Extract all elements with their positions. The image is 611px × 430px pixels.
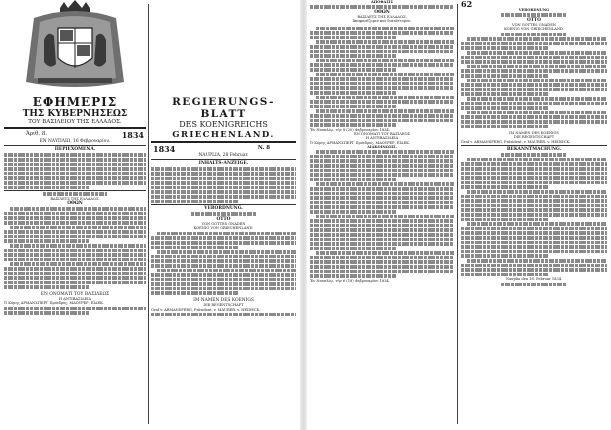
german-verordnung-right: VERORDNUNG: [518, 8, 550, 12]
greek-contents-heading: ΠΕΡΙΕΧΟΜΕΝΑ.: [54, 147, 96, 153]
greek-king-right: ΒΑΣΙΛΕΥΣ ΤΗΣ ΕΛΛΑΔΟΣ.: [357, 15, 407, 20]
german-title-regierungsblatt: REGIERUNGS-BLATT: [172, 96, 275, 120]
greek-announcement-heading: ΔΙΑΚΟΙΝΩΣΙΣ.: [367, 144, 397, 149]
greek-regency: Η ΑΝΤΙΒΑΣΙΛΕΙΑ: [58, 297, 92, 302]
german-gnaden-right: VON GOTTES GNADEN: [512, 23, 556, 28]
german-koenig-right: KOENIG VON GRIECHENLAND.: [504, 27, 564, 32]
german-otto-right: OTTO: [526, 17, 542, 23]
greek-issue-year: 1834: [121, 130, 144, 140]
greek-decree-line: Ἀποφασίζομεν καὶ διατάττομεν.: [352, 19, 412, 24]
greek-right-signatures: Ὁ Κόμης ΑΡΜΑΝΣΠΕΡΓ Πρόεδρος, ΜΑΟΥΡΕΡ, ΕΪΔΕΚ.: [310, 140, 410, 145]
german-von-gottes-gnaden: VON GOTTES GNADEN: [201, 222, 246, 227]
greek-right-in-name: ΕΝ ΟΝΟΜΑΤΙ ΤΟΥ ΒΑΣΙΛΕΩΣ: [354, 132, 410, 137]
greek-otho-right: ΟΘΩΝ: [374, 9, 390, 15]
german-otto: OTTO: [216, 216, 231, 222]
german-right-signatures: Graf v. ARMANSPERG, Präsident, v. MAURER. v. HEIDECK.: [461, 139, 571, 144]
german-title-griechenland: GRIECHENLAND.: [172, 130, 275, 140]
german-issue-dateline: NAUPLIA, 28 Februar.: [198, 153, 249, 158]
german-regentschaft: DIE REGENTSCHAFT: [203, 303, 244, 308]
german-right-im-namen: IM NAMEN DES KOENIGS: [509, 131, 559, 136]
greek-right-dateline-2: Ἐν Ναυπλίῳ, τὴν 6 (18) Φεβρουαρίου 1834.: [310, 278, 390, 283]
german-column: [151, 0, 296, 317]
greek-issue-dateline: ΕΝ ΝΑΥΠΛΙΩ, 16 Φεβρουαρίου.: [39, 139, 111, 144]
greek-title-ephemeris: ΕΦΗΜΕΡΙΣ: [32, 95, 118, 109]
greek-otho: ΟΘΩΝ: [67, 201, 83, 207]
gazette-inner-page: [307, 0, 611, 430]
german-issue-line: [151, 144, 296, 153]
german-im-namen: IM NAMEN DES KOENIGS: [193, 298, 254, 304]
greek-title-kingdom: ΤΟΥ ΒΑΣΙΛΕΙΟΥ ΤΗΣ ΕΛΛΑΔΟΣ.: [28, 119, 122, 125]
greek-right-dateline-1: Ἐν Ναυπλίῳ, τὴν 8 (20) Φεβρουαρίου 1834.: [310, 127, 390, 132]
german-verordnung: VERORDNUNG.: [204, 206, 243, 212]
german-issue-number: N. 8: [257, 145, 270, 151]
greek-issue-line: [4, 130, 146, 139]
royal-coat-of-arms: [4, 0, 146, 92]
greek-regency-signatures: Ὁ Κόμης ΑΡΜΑΝΣΠΕΡΓ Πρόεδρος, ΜΑΟΥΡΕΡ, ΕΪΔΕΚ.: [4, 301, 104, 306]
german-right-dateline: Nauplia den 18. Februar 1834.: [505, 277, 563, 282]
german-koenig: KOENIG VON GRIECHENLAND.: [193, 226, 254, 231]
german-announcement-heading: BEKANNTMACHUNG.: [506, 147, 562, 153]
book-gutter: [300, 0, 307, 430]
german-right-regentschaft: DIE REGENTSCHAFT: [513, 135, 555, 140]
german-title-koenigreichs: DES KOENIGREICHS: [179, 120, 268, 129]
gazette-front-page: [0, 0, 300, 430]
german-contents-heading: INHALTS-ANZEIGE.: [198, 161, 249, 167]
greek-title-government: ΤΗΣ ΚΥΒΕΡΝΗΣΕΩΣ: [22, 109, 128, 119]
greek-decision-heading: ΑΠΟΦΑΣΙΣ: [371, 0, 393, 4]
greek-in-name-of-king: ΕΝ ΟΝΟΜΑΤΙ ΤΟΥ ΒΑΣΙΛΕΩΣ: [40, 291, 110, 297]
greek-king-title: ΒΑΣΙΛΕΥΣ ΤΗΣ ΕΛΛΑΔΟΣ.: [50, 196, 100, 201]
page-number: 62: [461, 0, 473, 9]
greek-issue-number: Ἀριθ. 8.: [26, 131, 47, 137]
greek-right-regency: Η ΑΝΤΙΒΑΣΙΛΕΙΑ: [365, 136, 399, 141]
german-column-right: [461, 0, 607, 287]
greek-column: [4, 0, 146, 316]
german-regency-signatures: Graf v. ARMANSPERG, Präsident, v. MAURER. v. HEIDECK.: [151, 307, 261, 312]
greek-column-right: [310, 0, 454, 283]
german-issue-year: 1834: [153, 144, 176, 154]
